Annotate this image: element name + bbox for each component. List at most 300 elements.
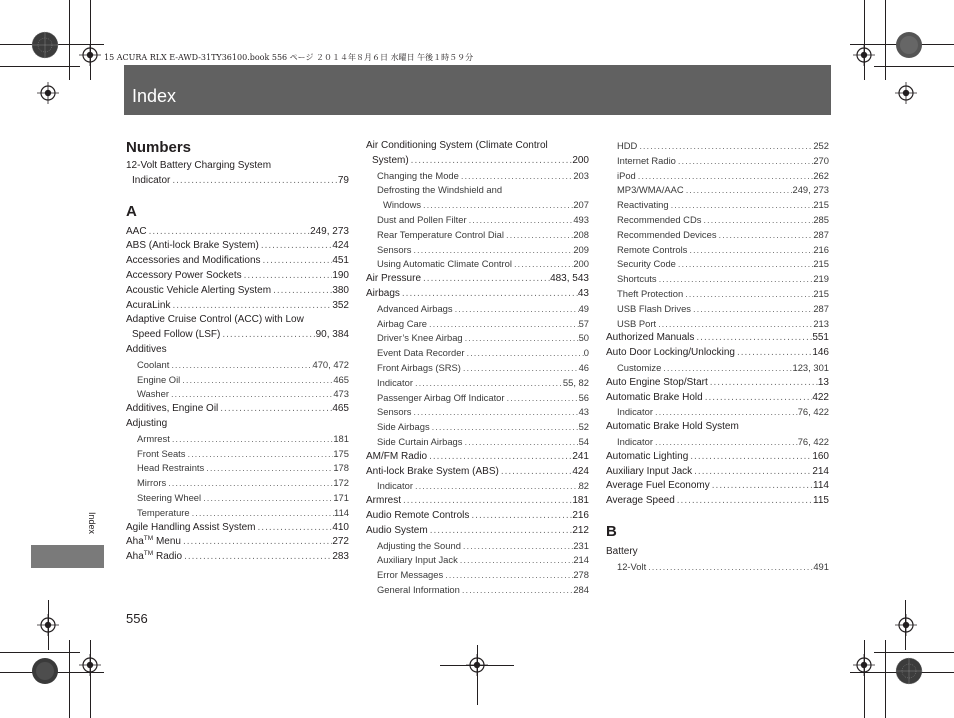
index-entry-pages: 200	[573, 258, 589, 270]
dot-leader	[505, 391, 579, 406]
dot-leader	[453, 302, 579, 317]
index-entry-term: Accessories and Modifications	[126, 255, 261, 267]
index-entry-term: Accessory Power Sockets	[126, 269, 242, 281]
index-entry-term: Indicator	[617, 406, 653, 418]
dot-leader	[694, 331, 812, 346]
index-entry	[126, 506, 349, 521]
dot-leader	[409, 154, 573, 169]
dot-leader	[676, 257, 813, 272]
dot-leader	[675, 494, 813, 509]
index-entry-term: Head Restraints	[137, 462, 205, 474]
index-entry-pages: 287	[813, 302, 829, 314]
index-entry-term: Event Data Recorder	[377, 347, 465, 359]
index-entry-term: Audio System	[366, 524, 428, 536]
dot-leader	[653, 405, 798, 420]
index-entry	[126, 550, 349, 565]
index-entry-term: Theft Protection	[617, 287, 684, 299]
index-entry-term: Adjusting	[126, 417, 168, 429]
index-entry	[606, 391, 829, 406]
index-entry	[366, 494, 589, 509]
dot-leader	[701, 213, 813, 228]
index-entry	[366, 287, 589, 302]
index-entry-pages: 207	[573, 199, 589, 211]
dot-leader	[220, 328, 315, 343]
index-entry	[126, 328, 349, 343]
index-entry-term: Using Automatic Climate Control	[377, 258, 512, 270]
index-entry-term: Speed Follow (LSF)	[132, 329, 221, 341]
index-entry	[126, 447, 349, 462]
index-entry-term: iPod	[617, 169, 636, 181]
index-entry-pages: 190	[332, 269, 349, 281]
dot-leader	[427, 317, 579, 332]
crop-line	[90, 0, 91, 80]
registration-crosshair-icon	[895, 82, 917, 104]
index-entry-term: AM/FM Radio	[366, 450, 428, 462]
dot-leader	[430, 420, 579, 435]
index-entry	[606, 405, 829, 420]
index-entry-term: Average Fuel Economy	[606, 480, 710, 492]
index-entry-term: Air Conditioning System (Climate Control	[366, 140, 548, 151]
index-entry-pages: 49	[578, 302, 589, 314]
dot-leader	[504, 228, 573, 243]
index-entry-term: Armrest	[137, 432, 170, 444]
index-entry	[606, 331, 829, 346]
dot-leader	[185, 447, 333, 462]
registration-crosshair-icon	[79, 654, 101, 676]
crop-line	[885, 640, 886, 718]
index-entry-pages: 422	[812, 391, 829, 403]
index-entry	[126, 432, 349, 447]
dot-leader	[204, 461, 333, 476]
index-entry-pages: 249, 273	[792, 184, 829, 196]
index-entry-pages: 203	[573, 169, 589, 181]
dot-leader	[400, 287, 578, 302]
index-entry-term: Airbags	[366, 287, 400, 299]
index-entry-pages: 76, 422	[797, 406, 829, 418]
dot-leader	[467, 213, 574, 228]
index-entry-pages: 470, 472	[312, 358, 349, 370]
index-entry-term: Aha™ Radio	[126, 550, 183, 563]
index-entry	[366, 539, 589, 554]
index-entry-pages: 219	[813, 273, 829, 285]
index-entry-pages: 270	[813, 154, 829, 166]
index-entry-term: Agile Handling Assist System	[126, 521, 256, 533]
index-entry-pages: 380	[332, 284, 349, 296]
index-entry	[366, 465, 589, 480]
registration-crosshair-icon	[895, 614, 917, 636]
index-entry	[606, 139, 829, 154]
index-column-3	[606, 139, 829, 575]
dot-leader	[411, 243, 573, 258]
dot-leader	[147, 225, 311, 240]
index-entry-term: Side Curtain Airbags	[377, 435, 463, 447]
index-entry-term: Indicator	[377, 376, 413, 388]
index-entry-pages: 115	[813, 495, 829, 507]
index-entry	[606, 228, 829, 243]
index-entry-pages: 231	[573, 539, 589, 551]
index-entry-term: Indicator	[617, 435, 653, 447]
index-entry-term: Auxiliary Input Jack	[606, 465, 693, 477]
index-entry-pages: 465	[332, 403, 349, 415]
crop-line	[69, 0, 70, 80]
index-entry	[366, 257, 589, 272]
dot-leader	[637, 139, 813, 154]
index-column-1	[126, 137, 349, 565]
index-entry-pages: 55, 82	[562, 376, 589, 388]
index-entry	[126, 254, 349, 269]
dot-leader	[661, 361, 792, 376]
index-entry	[126, 299, 349, 314]
crop-line	[874, 66, 954, 67]
index-entry	[126, 402, 349, 417]
index-entry	[366, 317, 589, 332]
index-entry-term: Steering Wheel	[137, 491, 202, 503]
index-entry-term: USB Port	[617, 317, 657, 329]
dot-leader	[166, 476, 333, 491]
dot-leader	[684, 183, 793, 198]
index-entry-pages: 551	[812, 332, 829, 344]
index-entry-pages: 0	[583, 347, 589, 359]
index-entry-term: Side Airbags	[377, 421, 430, 433]
index-entry	[126, 284, 349, 299]
index-entry-term: Automatic Lighting	[606, 450, 689, 462]
index-entry-pages: 424	[572, 465, 589, 477]
trademark-mark: TM	[143, 550, 154, 558]
dot-leader	[271, 284, 332, 299]
index-entry-term: Authorized Manuals	[606, 332, 695, 344]
index-entry-pages: 473	[333, 388, 349, 400]
dot-leader	[458, 553, 574, 568]
section-heading: B	[606, 522, 617, 540]
index-entry	[126, 159, 349, 174]
index-entry-term: Front Airbags (SRS)	[377, 361, 461, 373]
index-entry	[606, 361, 829, 376]
index-entry	[126, 387, 349, 402]
dot-leader	[421, 272, 550, 287]
index-entry	[366, 302, 589, 317]
dot-leader	[461, 361, 579, 376]
index-entry	[606, 243, 829, 258]
index-column-2	[366, 139, 589, 598]
index-entry	[366, 509, 589, 524]
index-entry-term: Recommended Devices	[617, 228, 717, 240]
index-entry-term: Armrest	[366, 495, 401, 507]
dot-leader	[735, 346, 812, 361]
index-entry	[606, 169, 829, 184]
index-entry-pages: 90, 384	[315, 329, 349, 341]
crop-line	[90, 640, 91, 718]
dot-leader	[657, 272, 814, 287]
dot-leader	[669, 198, 814, 213]
spacer	[126, 189, 349, 201]
index-entry-pages: 493	[573, 213, 589, 225]
index-entry	[126, 461, 349, 476]
side-tab-label: Index	[87, 512, 97, 535]
index-entry	[606, 545, 829, 560]
index-entry-term: Engine Oil	[137, 373, 181, 385]
index-entry-term: ABS (Anti-lock Brake System)	[126, 240, 259, 252]
index-entry-pages: 213	[813, 317, 829, 329]
index-entry	[606, 154, 829, 169]
index-entry-term: Indicator	[132, 174, 171, 186]
dot-leader	[259, 239, 333, 254]
index-entry	[366, 169, 589, 184]
index-entry-term: Customize	[617, 361, 662, 373]
index-entry-pages: 50	[578, 332, 589, 344]
index-entry-pages: 214	[812, 465, 829, 477]
dot-leader	[636, 169, 814, 184]
index-entry-pages: 181	[572, 495, 589, 507]
index-entry-pages: 43	[577, 287, 589, 299]
index-entry-pages: 424	[332, 240, 349, 252]
index-entry	[606, 346, 829, 361]
dot-leader	[512, 257, 573, 272]
index-entry-pages: 123, 301	[792, 361, 829, 373]
index-entry-pages: 82	[578, 480, 589, 492]
dot-leader	[181, 535, 332, 550]
dot-leader	[180, 373, 333, 388]
index-entry-pages: 262	[813, 169, 829, 181]
index-entry-term: 12-Volt	[617, 560, 647, 572]
index-entry-term: AcuraLink	[126, 299, 171, 311]
index-entry	[606, 213, 829, 228]
registration-crosshair-icon	[853, 44, 875, 66]
dot-leader	[465, 346, 584, 361]
dot-leader	[169, 358, 312, 373]
index-entry-pages: 178	[333, 462, 349, 474]
index-entry-pages: 410	[332, 521, 349, 533]
index-entry	[606, 435, 829, 450]
index-entry-term: Security Code	[617, 258, 676, 270]
index-entry	[606, 450, 829, 465]
index-entry-pages: 287	[813, 228, 829, 240]
index-entry	[366, 154, 589, 169]
dot-leader	[170, 174, 338, 189]
index-entry	[366, 553, 589, 568]
index-entry	[366, 346, 589, 361]
index-entry-term: Dust and Pollen Filter	[377, 213, 467, 225]
index-entry-pages: 214	[573, 554, 589, 566]
index-entry-pages: 172	[333, 477, 349, 489]
index-entry-pages: 56	[578, 391, 589, 403]
index-entry-term: Adjusting the Sound	[377, 539, 461, 551]
index-entry	[606, 183, 829, 198]
page-number: 556	[126, 611, 148, 626]
index-entry-pages: 57	[578, 317, 589, 329]
index-entry-term: Anti-lock Brake System (ABS)	[366, 465, 499, 477]
index-entry-pages: 483, 543	[550, 273, 589, 285]
registration-crosshair-icon	[37, 82, 59, 104]
index-entry-term: Automatic Brake Hold System	[606, 421, 739, 433]
index-entry	[606, 257, 829, 272]
dot-leader	[710, 479, 813, 494]
index-entry-term: Passenger Airbag Off Indicator	[377, 391, 505, 403]
crop-line	[864, 640, 865, 718]
dot-leader	[499, 465, 573, 480]
index-entry	[366, 420, 589, 435]
index-entry-term: Shortcuts	[617, 273, 657, 285]
index-entry-pages: 465	[333, 373, 349, 385]
index-entry-term: Mirrors	[137, 477, 167, 489]
index-entry	[126, 343, 349, 358]
index-entry-term: Air Pressure	[366, 273, 422, 285]
index-entry-term: Adaptive Cruise Control (ACC) with Low	[126, 314, 304, 326]
index-entry-term: Additives, Engine Oil	[126, 403, 219, 415]
index-entry-pages: 79	[337, 174, 349, 186]
index-entry	[366, 391, 589, 406]
index-entry	[606, 287, 829, 302]
index-entry	[366, 228, 589, 243]
index-entry	[366, 450, 589, 465]
index-entry	[126, 313, 349, 328]
registration-crosshair-icon	[37, 614, 59, 636]
index-entry-pages: 215	[813, 199, 829, 211]
index-entry-term: Auto Engine Stop/Start	[606, 376, 708, 388]
side-tab	[31, 545, 104, 568]
section-heading: A	[126, 202, 137, 220]
index-entry	[366, 361, 589, 376]
index-entry	[606, 560, 829, 575]
dot-leader	[717, 228, 814, 243]
index-entry-pages: 160	[812, 450, 829, 462]
index-entry-pages: 241	[572, 450, 589, 462]
index-entry-pages: 278	[573, 569, 589, 581]
index-entry	[126, 269, 349, 284]
dot-leader	[691, 302, 813, 317]
index-entry-pages: 352	[332, 299, 349, 311]
index-entry-term: Auxiliary Input Jack	[377, 554, 458, 566]
index-entry-pages: 114	[813, 480, 829, 492]
dot-leader	[413, 376, 563, 391]
dot-leader	[170, 299, 332, 314]
index-entry	[126, 239, 349, 254]
index-entry	[366, 213, 589, 228]
page-title: Index	[132, 86, 177, 106]
index-entry-term: AAC	[126, 225, 147, 237]
dot-leader	[190, 506, 334, 521]
index-entry	[606, 302, 829, 317]
index-entry-term: Battery	[606, 545, 638, 557]
index-entry-pages: 114	[334, 506, 349, 518]
dot-leader	[421, 198, 573, 213]
dot-leader	[182, 550, 332, 565]
index-entry-pages: 216	[572, 509, 589, 521]
print-header: 15 ACURA RLX E-AWD-31TY36100.book 556 ページ ２０１４年８月６日 水曜日 午後１時５９分	[104, 53, 474, 62]
index-entry-term: Recommended CDs	[617, 213, 702, 225]
color-rosette-icon	[894, 30, 924, 60]
index-entry	[366, 331, 589, 346]
registration-crosshair-icon	[853, 654, 875, 676]
index-entry-term: USB Flash Drives	[617, 302, 691, 314]
index-entry-term: 12-Volt Battery Charging System	[126, 160, 272, 171]
index-entry-term: Windows	[383, 199, 422, 211]
dot-leader	[656, 317, 813, 332]
dot-leader	[469, 509, 572, 524]
dot-leader	[676, 154, 813, 169]
index-entry-pages: 249, 273	[310, 225, 349, 237]
index-entry-term: Internet Radio	[617, 154, 676, 166]
dot-leader	[411, 405, 578, 420]
index-entry	[126, 358, 349, 373]
header-bar	[124, 65, 831, 115]
index-entry	[126, 174, 349, 189]
dot-leader	[427, 450, 572, 465]
registration-crosshair-icon	[79, 44, 101, 66]
dot-leader	[653, 435, 798, 450]
index-entry-pages: 146	[812, 347, 829, 359]
dot-leader	[683, 287, 813, 302]
index-entry	[606, 494, 829, 509]
index-entry	[606, 479, 829, 494]
index-entry-term: MP3/WMA/AAC	[617, 184, 684, 196]
dot-leader	[703, 391, 813, 406]
index-entry-pages: 76, 422	[797, 435, 829, 447]
index-entry-term: Remote Controls	[617, 243, 688, 255]
index-entry	[606, 272, 829, 287]
index-entry	[126, 521, 349, 536]
index-entry-term: General Information	[377, 583, 460, 595]
index-entry-pages: 13	[817, 376, 829, 388]
crop-line	[885, 0, 886, 80]
index-entry-term: Additives	[126, 343, 167, 355]
crop-line	[874, 652, 954, 653]
index-entry	[126, 491, 349, 506]
dot-leader	[463, 331, 579, 346]
crop-line	[864, 0, 865, 80]
index-entry	[366, 376, 589, 391]
dot-leader	[261, 254, 333, 269]
index-entry-term: Error Messages	[377, 569, 444, 581]
dot-leader	[218, 402, 332, 417]
dot-leader	[413, 479, 579, 494]
index-entry-term: Auto Door Locking/Unlocking	[606, 347, 735, 359]
dot-leader	[461, 539, 573, 554]
index-entry-pages: 208	[573, 228, 589, 240]
index-entry-term: Indicator	[377, 480, 413, 492]
index-entry-pages: 175	[333, 447, 349, 459]
index-entry-term: Defrosting the Windshield and	[377, 184, 503, 196]
index-entry	[126, 225, 349, 240]
index-entry-pages: 283	[332, 551, 349, 563]
color-rosette-icon	[30, 656, 60, 686]
index-entry-term: Rear Temperature Control Dial	[377, 228, 504, 240]
dot-leader	[169, 387, 333, 402]
index-entry-pages: 200	[572, 154, 589, 166]
dot-leader	[201, 491, 333, 506]
index-entry-term: Aha™ Menu	[126, 535, 181, 548]
index-entry-term: Sensors	[377, 406, 412, 418]
index-entry	[366, 568, 589, 583]
index-entry-term: Sensors	[377, 243, 412, 255]
index-entry-pages: 46	[578, 361, 589, 373]
index-entry-pages: 451	[332, 255, 349, 267]
trademark-mark: TM	[143, 535, 154, 543]
dot-leader	[692, 465, 812, 480]
index-entry	[366, 479, 589, 494]
section-heading: Numbers	[126, 139, 192, 156]
color-rosette-icon	[894, 656, 924, 686]
index-entry	[606, 376, 829, 391]
index-entry-term: System)	[372, 154, 409, 166]
dot-leader	[242, 269, 333, 284]
registration-crosshair-icon	[466, 654, 488, 676]
index-entry	[366, 524, 589, 539]
index-entry	[366, 583, 589, 598]
crop-line	[0, 652, 80, 653]
index-entry-term: Coolant	[137, 358, 170, 370]
index-entry-pages: 212	[572, 524, 589, 536]
dot-leader	[428, 524, 573, 539]
